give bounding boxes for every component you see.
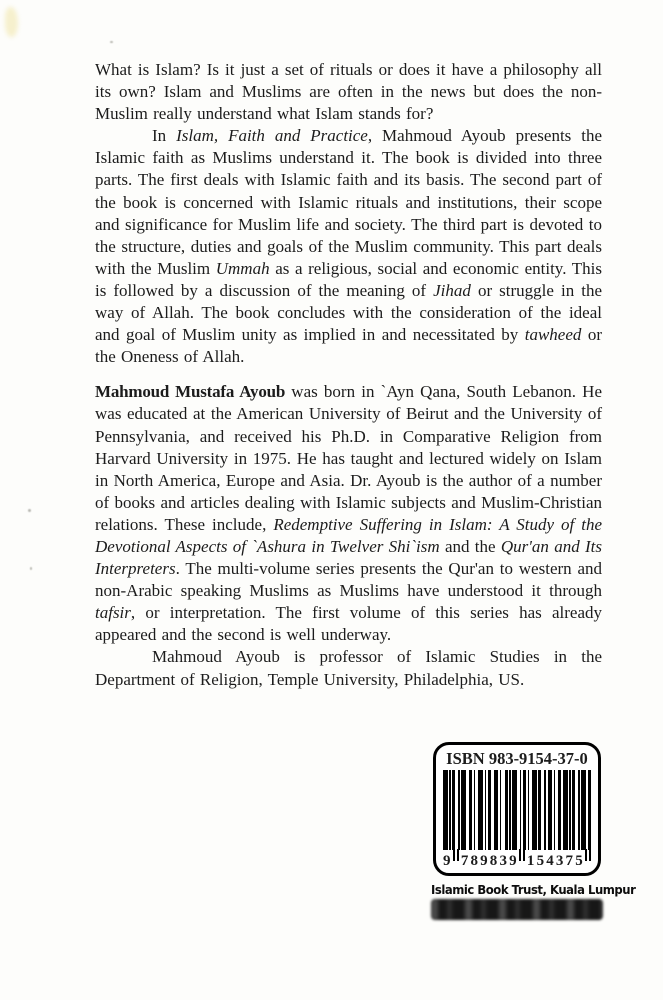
body-text: What is Islam? Is it just a set of rituals or does it have a philosophy all its own? Islam and Muslims are often in the news but does the non-Muslim really understand what Islam stands for? bbox=[95, 60, 602, 124]
ean-digit: 3 bbox=[555, 853, 564, 869]
italic-text: Jihad bbox=[433, 280, 471, 300]
bold-text: Mahmoud Mustafa Ayoub bbox=[95, 382, 286, 402]
barcode-bar bbox=[520, 770, 522, 850]
barcode-bar bbox=[443, 770, 448, 850]
guard-bar bbox=[453, 849, 459, 861]
italic-text: Redemptive Suffering in Islam: A Study of the Devotional Aspects of `Ashura in Twelver Shi`ism bbox=[95, 514, 603, 556]
ean-digit: 5 bbox=[536, 853, 545, 869]
barcode-bar bbox=[449, 770, 451, 850]
barcode-bar bbox=[538, 770, 541, 850]
barcode-bar bbox=[544, 770, 546, 850]
barcode-bar bbox=[558, 770, 561, 850]
barcode-bar bbox=[563, 770, 568, 850]
barcode-bar bbox=[569, 770, 571, 850]
italic-text: tafsir bbox=[95, 603, 131, 623]
ean-digit: 4 bbox=[546, 853, 554, 869]
barcode-bar bbox=[528, 770, 530, 850]
barcode-bar bbox=[523, 770, 526, 850]
barcode-bar bbox=[500, 770, 502, 850]
body-text: Mahmoud Ayoub is professor of Islamic Studies in the Department of Religion, Temple University, Philadelphia, US. bbox=[95, 647, 602, 689]
barcode-bar bbox=[452, 770, 455, 850]
scan-speck bbox=[30, 567, 32, 570]
barcode-bar bbox=[505, 770, 508, 850]
blur-noise bbox=[431, 899, 603, 920]
ean-digit: 8 bbox=[470, 853, 478, 869]
ean-digit: 5 bbox=[575, 853, 583, 869]
barcode-bar bbox=[572, 770, 575, 850]
isbn-label: ISBN 983-9154-37-0 bbox=[446, 749, 588, 768]
barcode-bar bbox=[554, 770, 556, 850]
barcode-bars bbox=[443, 770, 591, 850]
guard-bar bbox=[519, 849, 525, 861]
italic-text: Qur'an and Its Interpreters bbox=[95, 536, 602, 579]
barcode-bar bbox=[458, 770, 460, 850]
ean-digit: 9 bbox=[480, 853, 488, 869]
barcode-bar bbox=[461, 770, 466, 850]
ean-digit: 9 bbox=[509, 853, 517, 869]
body-text: , Mahmoud Ayoub presents the Islamic faith as Muslims understand it. The book is divided into three parts. The first deals with Islamic faith and its basis. The second part of the book is concerned with Islamic rituals and institutions, their scope and significance for Muslim life and society. The third part is devoted to the structure, duties and goals of the Muslim community. This part deals with the Muslim bbox=[95, 126, 602, 278]
barcode-bar bbox=[494, 770, 499, 850]
ean-digit: 1 bbox=[526, 853, 535, 869]
barcode-box bbox=[433, 742, 601, 876]
publisher-imprint: Islamic Book Trust, Kuala Lumpur bbox=[431, 882, 636, 897]
body-text: and the bbox=[439, 536, 501, 556]
ean-digit: 7 bbox=[565, 853, 574, 869]
italic-text: tawheed bbox=[524, 325, 582, 345]
blurb-paragraph bbox=[95, 646, 602, 690]
italic-text: Ummah bbox=[215, 258, 270, 278]
blurb-text-block bbox=[95, 59, 602, 691]
barcode-bar bbox=[548, 770, 553, 850]
barcode-bar bbox=[581, 770, 586, 850]
barcode-bar bbox=[509, 770, 511, 850]
scan-speck bbox=[110, 41, 113, 43]
body-text: as a religious, social and economic entity. This is followed by a discussion of the meaning of bbox=[95, 258, 602, 300]
ean-digit: 8 bbox=[489, 853, 498, 869]
barcode-bar bbox=[474, 770, 476, 850]
ean-digit: 7 bbox=[460, 853, 469, 869]
blurb-paragraph bbox=[95, 381, 602, 646]
scan-speck bbox=[28, 509, 31, 512]
barcode-bar bbox=[588, 770, 591, 850]
blurb-paragraph bbox=[95, 125, 602, 368]
barcode-bar bbox=[532, 770, 537, 850]
body-text: was born in `Ayn Qana, South Lebanon. He was educated at the American University of Beirut and the University of Pennsylvania, and received his Ph.D. in Comparative Religion from Harvard University in 1975. He has taught and lectured widely on Islam in North America, Europe and Asia. Dr. Ayoub is the author of a number of books and articles dealing with Islamic subjects and Muslim-Christian relations. These include, bbox=[95, 382, 603, 534]
barcode-bar bbox=[488, 770, 491, 850]
ean-digit: 3 bbox=[499, 853, 507, 869]
barcode-bar bbox=[485, 770, 487, 850]
barcode-bar bbox=[469, 770, 472, 850]
italic-text: Islam, Faith and Practice bbox=[176, 126, 368, 146]
barcode-bar bbox=[478, 770, 483, 850]
blurb-paragraph bbox=[95, 59, 602, 125]
body-text: , or interpretation. The first volume of this series has already appeared and the second is well underway. bbox=[95, 603, 602, 645]
body-text: or struggle in the way of Allah. The book concludes with the consideration of the ideal and goal of Muslim unity as implied in and necessitated by bbox=[95, 280, 603, 345]
body-text: or the Oneness of Allah. bbox=[95, 325, 602, 367]
scan-smudge bbox=[5, 7, 18, 37]
barcode-bar bbox=[578, 770, 580, 850]
body-text: In bbox=[152, 126, 177, 146]
blurred-address-bar bbox=[431, 899, 603, 920]
barcode-digits bbox=[443, 850, 591, 869]
ean-digit: 9 bbox=[443, 853, 451, 869]
barcode-bar bbox=[512, 770, 517, 850]
guard-bar bbox=[585, 849, 591, 861]
body-text: . The multi-volume series presents the Qur'an to western and non-Arabic speaking Muslims as Muslims have understood it through bbox=[95, 559, 602, 601]
